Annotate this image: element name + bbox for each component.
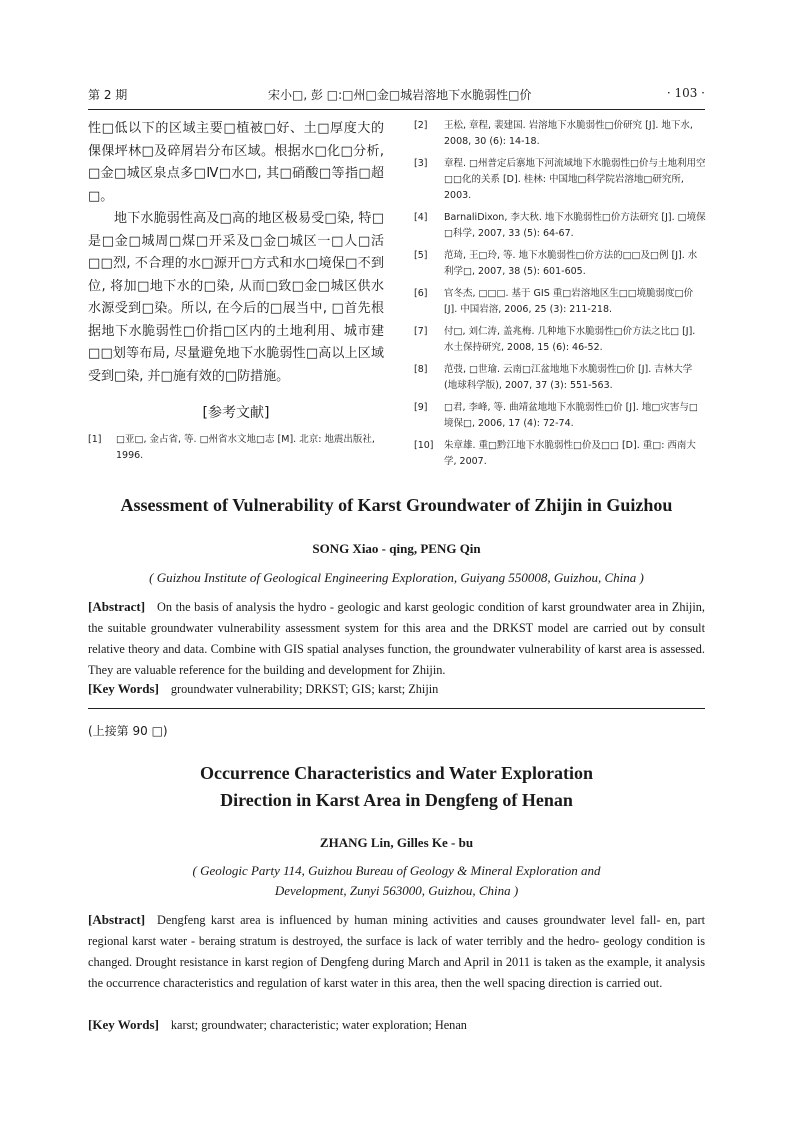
abstract2-body xyxy=(88,909,705,994)
reference-number: [1] xyxy=(88,434,102,445)
page-number: · 103 · xyxy=(666,86,705,100)
keywords2-text: karst; groundwater; characteristic; water exploration; Henan xyxy=(170,1018,467,1032)
abstract2-authors: ZHANG Lin, Gilles Ke - bu xyxy=(319,835,474,850)
reference-number: [2] xyxy=(414,120,428,131)
running-header xyxy=(88,86,705,106)
reference-number: [10] xyxy=(414,440,434,451)
reference-number: [9] xyxy=(414,402,428,413)
issue-label: 第 2 期 xyxy=(88,88,128,102)
reference-text: BarnaliDixon, 李大秋. 地下水脆弱性□价方法研究 [J]. □境保□科学, 2007, 33 (5): 64-67. xyxy=(444,212,706,239)
reference-item xyxy=(414,324,706,356)
keywords1-label: [Key Words] xyxy=(88,681,159,696)
reference-text: 付□, 刘仁涛, 盖兆梅. 几种地下水脆弱性□价方法之比□ [J]. 水土保持研究, 2008, 15 (6): 46-52. xyxy=(444,326,696,353)
section-divider xyxy=(88,708,705,709)
reference-number: [4] xyxy=(414,212,428,223)
abstract2-keywords xyxy=(88,1017,705,1033)
header-rule xyxy=(88,109,705,110)
abstract2-affiliation xyxy=(88,861,705,901)
body-text xyxy=(88,118,384,388)
reference-item xyxy=(414,362,706,394)
reference-text: 朱章雄. 重□黔江地下水脆弱性□价及□□ [D]. 重□: 西南大学, 2007. xyxy=(444,440,696,467)
reference-number: [8] xyxy=(414,364,428,375)
reference-item xyxy=(88,432,384,464)
reference-item xyxy=(414,438,706,470)
abstract2-title-line1: Occurrence Characteristics and Water Exploration xyxy=(200,763,593,783)
abstract2-affiliation-line2: Development, Zunyi 563000, Guizhou, China ) xyxy=(274,883,519,898)
reference-text: 范琦, 王□玲, 等. 地下水脆弱性□价方法的□□及□例 [J]. 水利学□, 2007, 38 (5): 601-605. xyxy=(444,250,698,277)
keywords2-label: [Key Words] xyxy=(88,1017,159,1032)
reference-item xyxy=(414,210,706,242)
reference-text: 章程. □州普定后寨地下河流域地下水脆弱性□价与土地利用空□□化的关系 [D]. 桂林: 中国地□科学院岩溶地□研究所, 2003. xyxy=(444,158,706,201)
left-column xyxy=(88,118,384,464)
reference-item xyxy=(414,118,706,150)
keywords1-text: groundwater vulnerability; DRKST; GIS; karst; Zhijin xyxy=(170,682,439,696)
reference-text: □亚□, 金占省, 等. □州省水文地□志 [M]. 北京: 地震出版社, 1996. xyxy=(116,434,375,461)
abstract1-authors: SONG Xiao - qing, PENG Qin xyxy=(312,541,481,556)
abstract1-body xyxy=(88,596,705,681)
reference-item xyxy=(414,400,706,432)
reference-text: 王松, 章程, 裴建国. 岩溶地下水脆弱性□价研究 [J]. 地下水, 2008, 30 (6): 14-18. xyxy=(444,120,693,147)
abstract1-label: [Abstract] xyxy=(88,599,146,614)
reference-item xyxy=(414,248,706,280)
abstract2-affiliation-line1: ( Geologic Party 114, Guizhou Bureau of Geology & Mineral Exploration and xyxy=(192,863,601,878)
reference-number: [3] xyxy=(414,158,428,169)
reference-text: 官冬杰, □□□. 基于 GIS 重□岩溶地区生□□境脆弱度□价 [J]. 中国岩溶, 2006, 25 (3): 211-218. xyxy=(444,288,694,315)
abstract2-title xyxy=(88,760,705,814)
abstract2-text: Dengfeng karst area is influenced by human mining activities and causes groundwater level fall- en, part regional karst water - beraing stratum is destroyed, the surface is lack of water terribly and the hedro- geology condition is changed. Drought resistance in karst region of Dengfeng during March and April in 2011 is taken as the example, it analysis the occurrence characteristics and regulation of karst water in this area, then the well spacing direction is carried out. xyxy=(88,913,705,990)
body-paragraph-1: 性□低以下的区域主要□植被□好、土□厚度大的倮倮坪林□及碎屑岩分布区域。根据水□化□分析, □金□城区泉点多□Ⅳ□水□, 其□硝酸□等指□超□。 xyxy=(88,121,384,204)
reference-number: [5] xyxy=(414,250,428,261)
references-heading: [参考文献] xyxy=(202,405,270,421)
abstract1-affiliation: ( Guizhou Institute of Geological Engineering Exploration, Guiyang 550008, Guizhou, China ) xyxy=(149,570,644,585)
right-column-references xyxy=(414,118,706,476)
running-title: 宋小□, 彭 □:□州□金□城岩溶地下水脆弱性□价 xyxy=(268,88,532,102)
abstract1-title: Assessment of Vulnerability of Karst Groundwater of Zhijin in Guizhou xyxy=(120,495,673,515)
reference-item xyxy=(414,286,706,318)
reference-text: 范弢, □世瑜. 云南□江盆地地下水脆弱性□价 [J]. 吉林大学 (地球科学版), 2007, 37 (3): 551-563. xyxy=(444,364,693,391)
reference-number: [7] xyxy=(414,326,428,337)
reference-text: □君, 李峰, 等. 曲靖盆地地下水脆弱性□价 [J]. 地□灾害与□境保□, 2006, 17 (4): 72-74. xyxy=(444,402,698,429)
abstract2-title-line2: Direction in Karst Area in Dengfeng of Henan xyxy=(220,790,573,810)
continued-note: (上接第 90 □) xyxy=(88,724,168,738)
reference-item xyxy=(414,156,706,204)
abstract2-label: [Abstract] xyxy=(88,912,146,927)
reference-number: [6] xyxy=(414,288,428,299)
abstract1-keywords xyxy=(88,681,705,697)
abstract1-text: On the basis of analysis the hydro - geologic and karst geologic condition of karst groundwater area in Zhijin, the suitable groundwater vulnerability assessment system for this area and the DRKST model are carried out by consult relative theory and data. Combine with GIS spatial analyses function, the groundwater vulnerability of karst area is assessed. They are valuable reference for the building and development for Zhijin. xyxy=(88,600,705,677)
body-paragraph-2: 地下水脆弱性高及□高的地区极易受□染, 特□是□金□城周□煤□开采及□金□城区一□人□活□□烈, 不合理的水□源开□方式和水□境保□不到位, 将加□地下水的□染, 从而□致□金□城区供水水源受到□染。所以, 在今后的□展当中, □首先根据地下水脆弱性□价指□区内的土地利用、城市建□□划等布局, 尽量避免地下水脆弱性□高以上区域受到□染, 并□施有效的□防措施。 xyxy=(88,211,384,384)
